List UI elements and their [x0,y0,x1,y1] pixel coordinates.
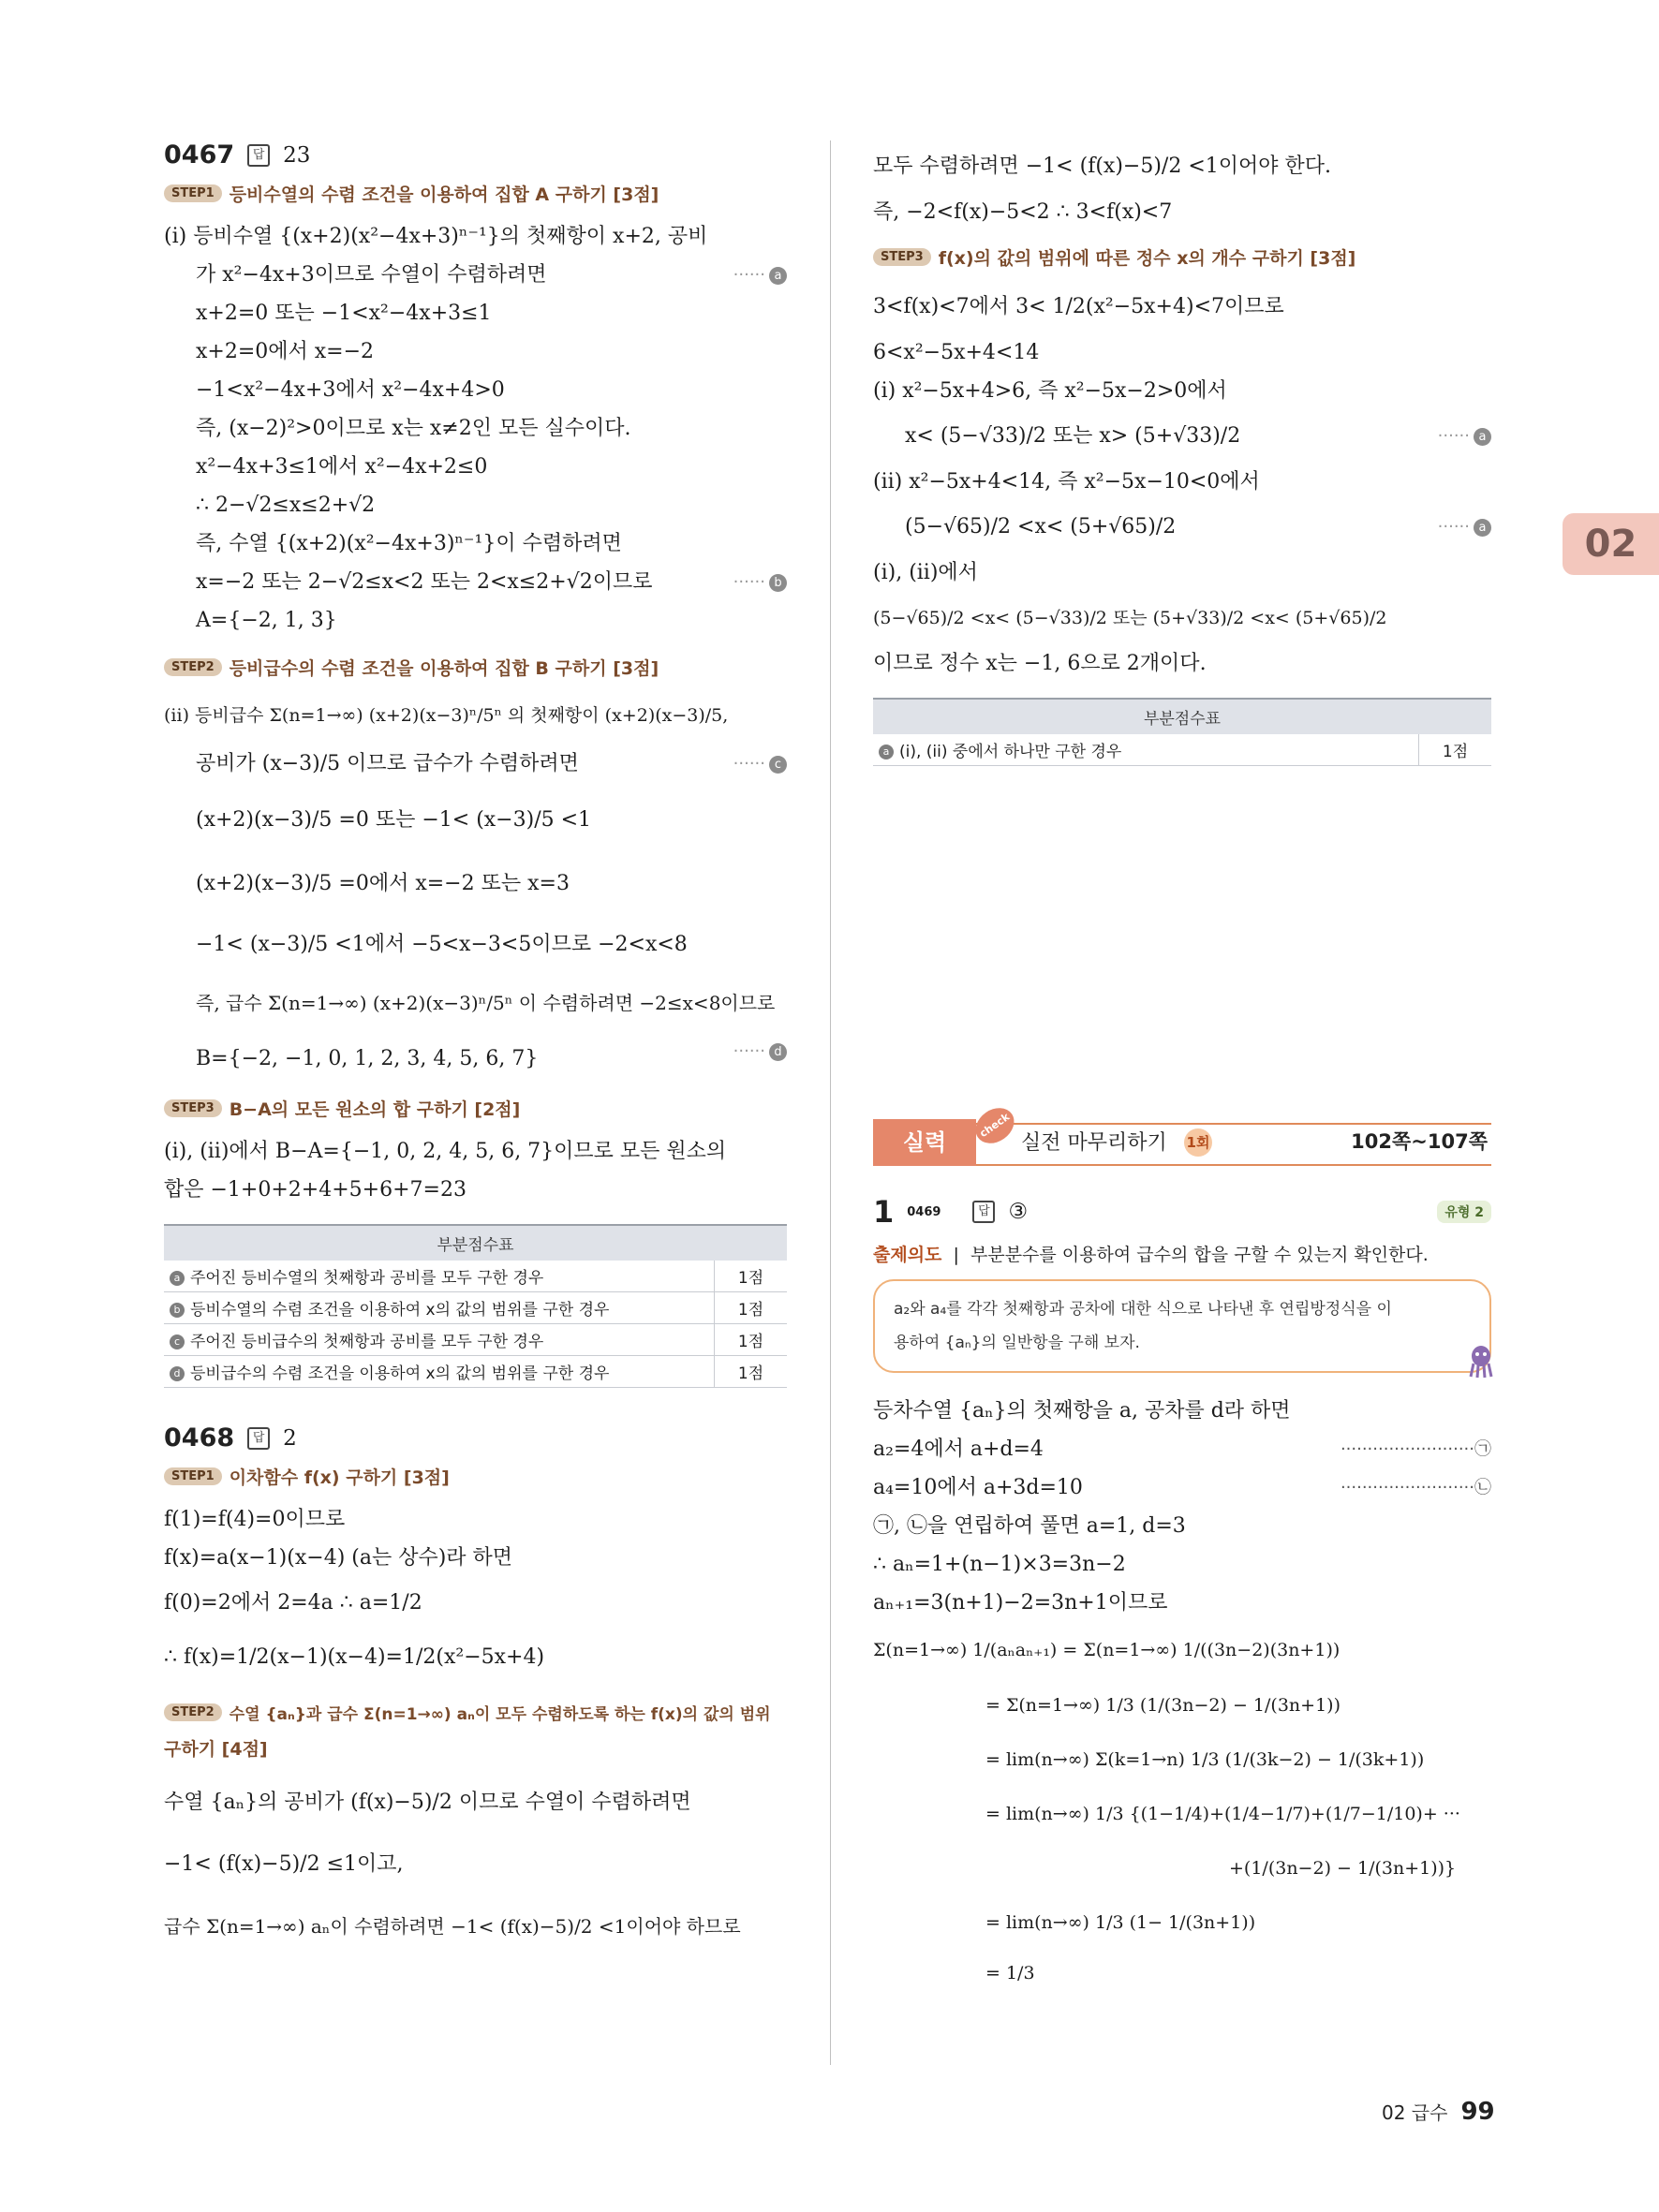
step-badge: STEP1 [164,1467,222,1485]
table-row: b 등비수열의 수렴 조건을 이용하여 x의 값의 범위를 구한 경우 1점 [164,1292,787,1324]
marker-b: ······ b [733,563,787,601]
problem-number: 0467 [164,140,235,170]
section-banner [873,1110,1491,1168]
marker-c: ······ c [733,740,787,789]
chapter-tab: 02 [1563,513,1659,575]
banner-tag: 실력 [873,1119,976,1166]
table-row: a 주어진 등비수열의 첫째항과 공비를 모두 구한 경우 1점 [164,1261,787,1292]
solution-line: 공비가 (x−3)/5 이므로 급수가 수렴하려면 ······ c [164,740,787,789]
solution-line: x+2=0 또는 −1<x²−4x+3≤1 [196,302,492,325]
right-column [873,140,1491,766]
problem-sub-number: 0469 [907,1204,941,1219]
solution-line: 즉, 수열 {(x+2)(x²−4x+3)ⁿ⁻¹}이 수렴하려면 [196,532,622,555]
solution-line: 이므로 정수 x는 −1, 6으로 2개이다. [873,652,1207,675]
table-header: 부분점수표 [873,699,1491,734]
type-badge: 유형 2 [1437,1201,1491,1223]
footer-chapter: 02 급수 [1382,2101,1448,2124]
solution-line: A={−2, 1, 3} [196,609,337,632]
marker-giyeok: ·························㉠ [1340,1439,1491,1459]
answer-value: 2 [283,1425,297,1451]
solution-line: (i) 등비수열 {(x+2)(x²−4x+3)ⁿ⁻¹}의 첫째항이 x+2, 공비 [164,225,708,248]
solution-line: B={−2, −1, 0, 1, 2, 3, 4, 5, 6, 7} [196,1047,539,1070]
marker-nieun: ·························㉡ [1340,1478,1491,1497]
problem-number: 0468 [164,1423,235,1453]
answer-icon: 답 [972,1201,995,1223]
problem-intent: 출제의도 | 부분분수를 이용하여 급수의 합을 구할 수 있는지 확인한다. [873,1245,1429,1265]
label-b-icon: b [170,1303,185,1318]
page-range: 102쪽~107쪽 [1351,1130,1488,1153]
marker-d: ······ d [733,1032,787,1070]
solution-line: 급수 Σ(n=1→∞) aₙ이 수렴하려면 −1< (f(x)−5)/2 <1이어야 하므로 [164,1915,741,1938]
solution-line: 수열 {aₙ}의 공비가 (f(x)−5)/2 이므로 수열이 수렴하려면 [164,1791,691,1814]
answer-icon: 답 [247,1427,270,1450]
partial-score-table [873,698,1491,766]
step-title: 등비급수의 수렴 조건을 이용하여 집합 B 구하기 [3점] [229,658,659,679]
solution-line: aₙ₊₁=3(n+1)−2=3n+1이므로 [873,1591,1168,1615]
problem-0468-header [164,1423,787,1453]
answer-value: ③ [1008,1200,1029,1224]
solution-line: 가 x²−4x+3이므로 수열이 수렴하려면 ······ a [164,256,787,294]
table-row: a (i), (ii) 중에서 하나만 구한 경우 1점 [873,734,1491,766]
step-heading [164,1096,787,1121]
solution-line: a₂=4에서 a+d=4 ·························㉠ [873,1430,1491,1468]
problem-0467-header [164,140,787,170]
solution-line: (x+2)(x−3)/5 =0 또는 −1< (x−3)/5 <1 [196,808,592,832]
step-heading [164,655,787,680]
solution-line: −1< (x−3)/5 <1에서 −5<x−3<5이므로 −2<x<8 [196,933,688,956]
step-badge: STEP2 [164,658,222,676]
solution-line: (i) x²−5x+4>6, 즉 x²−5x−2>0에서 [873,379,1227,403]
left-column [164,140,787,1957]
solution-line: x+2=0에서 x=−2 [196,340,375,363]
solution-line: 모두 수렴하려면 −1< (f(x)−5)/2 <1이어야 한다. [873,155,1332,178]
step-title: f(x)의 값의 범위에 따른 정수 x의 개수 구하기 [3점] [938,248,1356,269]
label-c-icon: c [170,1335,185,1349]
page-footer [1382,2098,1495,2126]
answer-value: 23 [283,142,311,168]
marker-a: ······ a [733,256,787,294]
solution-line: −1<x²−4x+3에서 x²−4x+4>0 [196,378,505,402]
step-title: 구하기 [4점] [164,1739,268,1760]
step-heading [873,244,1491,270]
check-badge: check [969,1100,1021,1150]
solution-line: 등차수열 {aₙ}의 첫째항을 a, 공차를 d라 하면 [873,1399,1291,1423]
solution-line: = lim(n→∞) 1/3 {(1−1/4)+(1/4−1/7)+(1/7−1/10)+ ··· [985,1804,1460,1824]
solution-line: f(1)=f(4)=0이므로 [164,1508,346,1531]
answer-icon: 답 [247,144,270,167]
solution-line: 즉, 급수 Σ(n=1→∞) (x+2)(x−3)ⁿ/5ⁿ 이 수렴하려면 −2≤x<8이므로 [196,992,776,1014]
step-badge: STEP1 [164,184,222,202]
solution-line: +(1/(3n−2) − 1/(3n+1))} [1229,1858,1457,1879]
marker-a: ······ a [1438,501,1491,553]
solution-line: ∴ f(x)=1/2(x−1)(x−4)=1/2(x²−5x+4) [164,1645,545,1669]
step-heading-cont [164,1735,787,1761]
step-badge: STEP3 [164,1099,222,1117]
partial-score-table [164,1224,787,1388]
solution-line: = lim(n→∞) Σ(k=1→n) 1/3 (1/(3k−2) − 1/(3k+1)) [985,1749,1425,1770]
solution-line: (5−√65)/2 <x< (5−√33)/2 또는 (5+√33)/2 <x< (5+√65)/2 [873,608,1387,628]
step-heading [164,1464,787,1489]
label-a-icon: a [170,1271,185,1286]
table-header: 부분점수표 [164,1225,787,1261]
step-title: 수열 {aₙ}과 급수 Σ(n=1→∞) aₙ이 모두 수렴하도록 하는 f(x)의 값의 범위 [229,1705,771,1724]
label-a-icon: a [879,745,894,759]
solution-line: Σ(n=1→∞) 1/(aₙaₙ₊₁) = Σ(n=1→∞) 1/((3n−2)(3n+1)) [873,1640,1341,1660]
hint-box: a₂와 a₄를 각각 첫째항과 공차에 대한 식으로 나타낸 후 연립방정식을 이 용하여 {aₙ}의 일반항을 구해 보자. [873,1279,1491,1373]
table-row: d 등비급수의 수렴 조건을 이용하여 x의 값의 범위를 구한 경우 1점 [164,1356,787,1388]
solution-line: f(x)=a(x−1)(x−4) (a는 상수)라 하면 [164,1546,513,1570]
mascot-icon [1467,1343,1495,1379]
problem-number: 1 [873,1194,895,1230]
solution-line: (ii) x²−5x+4<14, 즉 x²−5x−10<0에서 [873,470,1260,494]
label-d-icon: d [170,1366,185,1381]
solution-line: (5−√65)/2 <x< (5+√65)/2 ······ a [873,501,1491,553]
page-number: 99 [1460,2098,1495,2126]
solution-line: = lim(n→∞) 1/3 (1− 1/(3n+1)) [985,1912,1256,1933]
step-badge: STEP2 [164,1703,222,1721]
solution-line: x< (5−√33)/2 또는 x> (5+√33)/2 ······ a [873,410,1491,463]
marker-a: ······ a [1438,410,1491,463]
problem-1-header [873,1194,1491,1230]
solution-line: ∴ 2−√2≤x≤2+√2 [196,494,376,517]
solution-line: 즉, (x−2)²>0이므로 x는 x≠2인 모든 실수이다. [196,417,631,440]
solution-line: −1< (f(x)−5)/2 ≤1이고, [164,1852,404,1876]
solution-line: ∴ aₙ=1+(n−1)×3=3n−2 [873,1553,1126,1576]
solution-line: x²−4x+3≤1에서 x²−4x+2≤0 [196,455,488,479]
table-row: c 주어진 등비급수의 첫째항과 공비를 모두 구한 경우 1점 [164,1324,787,1356]
solution-line: ㉠, ㉡을 연립하여 풀면 a=1, d=3 [873,1514,1186,1538]
solution-line: (ii) 등비급수 Σ(n=1→∞) (x+2)(x−3)ⁿ/5ⁿ 의 첫째항이 (x+2)(x−3)/5, [164,705,729,726]
solution-line: x=−2 또는 2−√2≤x<2 또는 2<x≤2+√2이므로 ······ b [164,563,787,601]
step-title: B−A의 모든 원소의 합 구하기 [2점] [229,1099,521,1120]
solution-line: 3<f(x)<7에서 3< 1/2(x²−5x+4)<7이므로 [873,295,1284,318]
step-title: 이차함수 f(x) 구하기 [3점] [229,1467,450,1488]
solution-line: (i), (ii)에서 [873,561,978,584]
column-divider [830,140,831,2065]
solution-line: (x+2)(x−3)/5 =0에서 x=−2 또는 x=3 [196,872,570,895]
solution-line: = Σ(n=1→∞) 1/3 (1/(3n−2) − 1/(3n+1)) [985,1695,1341,1716]
solution-line: 즉, −2<f(x)−5<2 ∴ 3<f(x)<7 [873,200,1173,224]
solution-line: 6<x²−5x+4<14 [873,341,1040,364]
problem-1-block [873,1194,1491,1997]
solution-line: a₄=10에서 a+3d=10 ·························㉡ [873,1468,1491,1507]
solution-line: f(0)=2에서 2=4a ∴ a=1/2 [164,1591,422,1615]
step-badge: STEP3 [873,248,931,266]
solution-line: (i), (ii)에서 B−A={−1, 0, 2, 4, 5, 6, 7}이므로 모든 원소의 [164,1140,727,1163]
banner-title: 실전 마무리하기 [1021,1131,1167,1155]
step-heading [164,1701,787,1724]
step-heading [164,181,787,206]
round-badge: 1회 [1184,1128,1212,1157]
solution-line: = 1/3 [985,1963,1035,1983]
solution-line: 합은 −1+0+2+4+5+6+7=23 [164,1178,467,1202]
step-title: 등비수열의 수렴 조건을 이용하여 집합 A 구하기 [3점] [229,184,659,205]
